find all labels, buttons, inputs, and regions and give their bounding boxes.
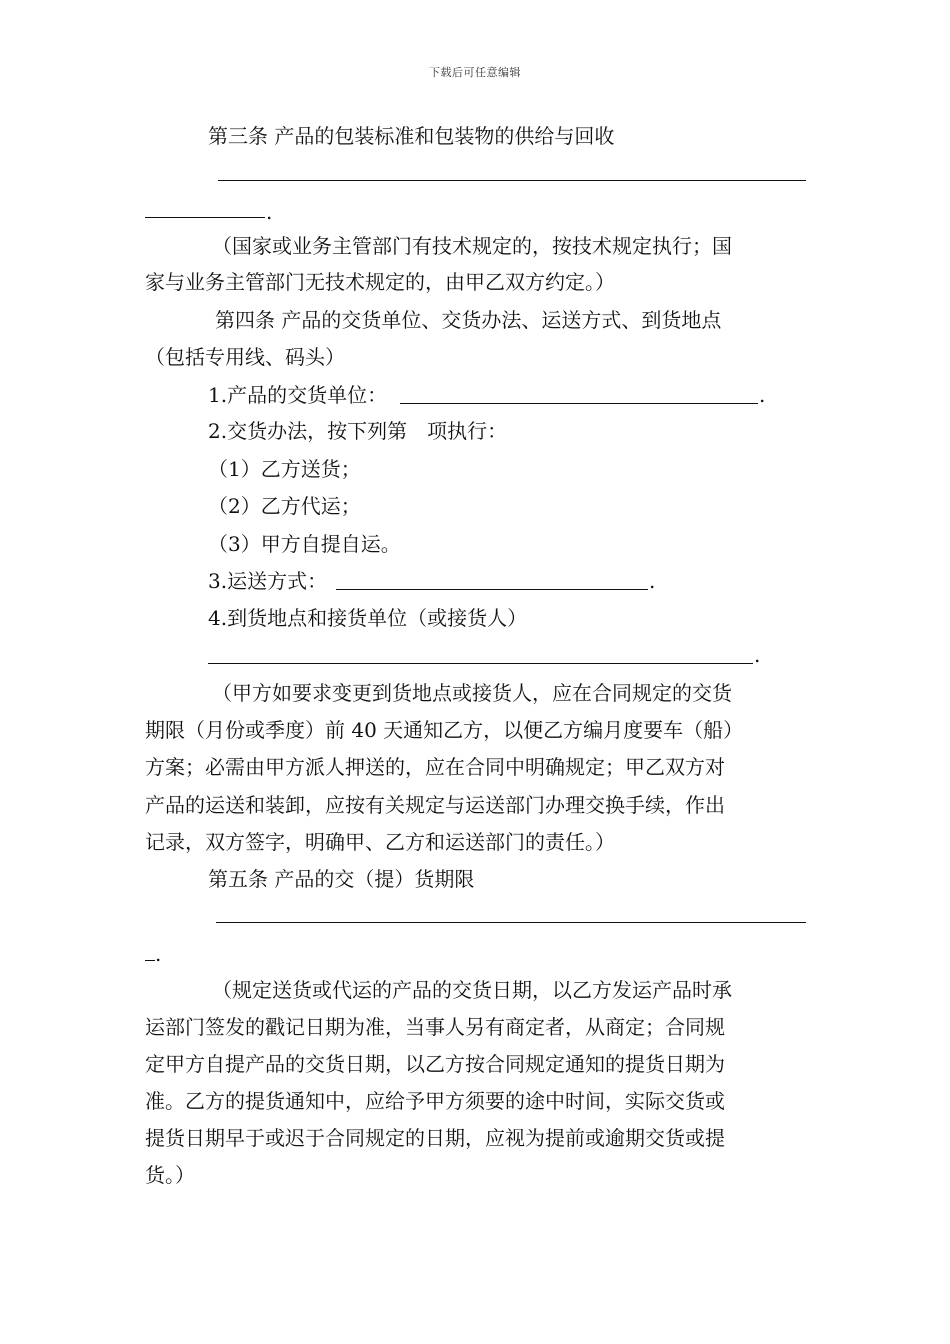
article4-item3-period: . xyxy=(649,569,656,593)
article4-note-line1: （甲方如要求变更到货地点或接货人，应在合同规定的交货 xyxy=(212,681,732,705)
article5-blank-line-1 xyxy=(216,922,806,923)
article5-title: 第五条 产品的交（提）货期限 xyxy=(208,867,475,891)
article3-note-line2: 家与业务主管部门无技术规定的，由甲乙双方约定。） xyxy=(145,270,615,294)
article3-note-line1: （国家或业务主管部门有技术规定的，按技术规定执行；国 xyxy=(212,234,732,258)
article3-blank-line-2 xyxy=(145,217,265,218)
article4-title-line1: 第四条 产品的交货单位、交货办法、运送方式、到货地点 xyxy=(215,308,722,332)
article4-item4-blank xyxy=(208,663,753,664)
article4-item1-blank xyxy=(400,403,758,404)
article4-note-line5: 记录，双方签字，明确甲、乙方和运送部门的责任。） xyxy=(145,830,615,854)
article5-period: . xyxy=(155,942,162,966)
article5-note-line1: （规定送货或代运的产品的交货日期，以乙方发运产品时承 xyxy=(212,978,732,1002)
article5-note-line3: 定甲方自提产品的交货日期，以乙方按合同规定通知的提货日期为 xyxy=(145,1052,725,1076)
article3-period: . xyxy=(266,200,273,224)
article5-blank-line-2 xyxy=(145,960,155,961)
article4-note-line4: 产品的运送和装卸，应按有关规定与运送部门办理交换手续，作出 xyxy=(145,793,725,817)
article4-item2-label: 2.交货办法，按下列第 项执行： xyxy=(208,419,508,443)
article4-option1: （1）乙方送货； xyxy=(208,457,361,481)
article3-title: 第三条 产品的包装标准和包装物的供给与回收 xyxy=(208,124,615,148)
article4-item4-period: . xyxy=(754,643,761,667)
article4-item4-label: 4.到货地点和接货单位（或接货人） xyxy=(208,606,528,630)
article4-item3-blank xyxy=(336,589,648,590)
article4-item1-label: 1.产品的交货单位： xyxy=(208,383,388,407)
article5-note-line6: 货。） xyxy=(145,1163,195,1187)
article4-title-line2: （包括专用线、码头） xyxy=(145,345,345,369)
page-header: 下载后可任意编辑 xyxy=(429,66,521,79)
article4-option2: （2）乙方代运； xyxy=(208,494,361,518)
article4-item1-period: . xyxy=(759,383,766,407)
article4-option3: （3）甲方自提自运。 xyxy=(208,532,401,556)
article5-note-line4: 准。乙方的提货通知中，应给予甲方须要的途中时间，实际交货或 xyxy=(145,1089,725,1113)
article5-note-line2: 运部门签发的戳记日期为准，当事人另有商定者，从商定；合同规 xyxy=(145,1015,725,1039)
article5-note-line5: 提货日期早于或迟于合同规定的日期，应视为提前或逾期交货或提 xyxy=(145,1126,725,1150)
article4-note-line2: 期限（月份或季度）前 40 天通知乙方，以便乙方编月度要车（船） xyxy=(145,718,744,742)
article3-blank-line-1 xyxy=(218,180,806,181)
article4-item3-label: 3.运送方式： xyxy=(208,569,328,593)
article4-note-line3: 方案；必需由甲方派人押送的，应在合同中明确规定；甲乙双方对 xyxy=(145,755,725,779)
